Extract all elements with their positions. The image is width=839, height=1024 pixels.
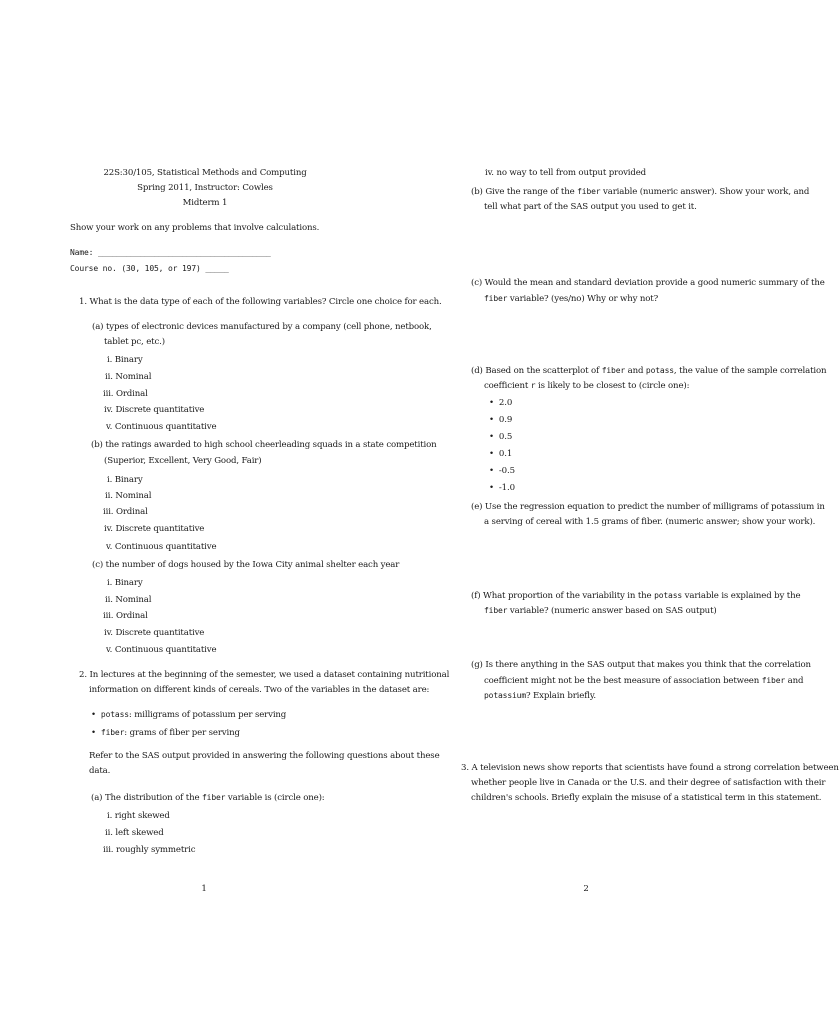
q2d-pre: (d) Based on the scatterplot of [471,366,602,376]
q1c-option-binary[interactable]: i. Binary [107,578,143,588]
q1c-option-continuous[interactable]: v. Continuous quantitative [106,645,217,655]
q2c-var: fiber [484,294,508,303]
q1c-option-nominal[interactable]: ii. Nominal [105,595,152,605]
q2b-post: variable (numeric answer). Show your work, and [600,187,810,197]
q2d-option-0.1[interactable]: • 0.1 [489,447,512,462]
q2f-pre: (f) What proportion of the variability in the [471,591,655,601]
q2d-option-neg0.5[interactable]: • -0.5 [489,464,515,479]
question-3-line3: children's schools. Briefly explain the misuse of a statistical term in this statement. [471,793,822,803]
q2d-l2-var: r [530,381,536,390]
q1b-option-continuous[interactable]: v. Continuous quantitative [106,542,217,552]
q2d-post: , the value of the sample correlation [673,366,827,376]
question-3-line1: 3. A television news show reports that scientists have found a strong correlation between [461,763,839,773]
q2d-option-0.9[interactable]: • 0.9 [489,413,512,428]
q2f-var: potass [654,591,683,600]
q2b-text-line1 [471,184,809,200]
q2g-text-line1: (g) Is there anything in the SAS output that makes you think that the correlation [471,660,811,670]
q2f-l2-var: fiber [484,606,508,615]
q2f-text-line1 [471,588,800,604]
question-2-stem-line2: information on different kinds of cereals. Two of the variables in the dataset are: [89,685,430,695]
q2d-option-2.0[interactable]: • 2.0 [489,396,512,411]
q1b-option-ordinal[interactable]: iii. Ordinal [103,507,148,517]
q1b-option-discrete[interactable]: iv. Discrete quantitative [104,524,205,534]
q1a-option-binary[interactable]: i. Binary [107,355,143,365]
q2d-option-0.5[interactable]: • 0.5 [489,430,512,445]
q1a-option-discrete[interactable]: iv. Discrete quantitative [104,405,205,415]
q1b-option-binary[interactable]: i. Binary [107,475,143,485]
page-2 [385,0,839,1024]
q2g-text-line2 [484,673,803,689]
q2d-var1: fiber [601,366,626,375]
course-number-field[interactable]: Course no. (30, 105, or 197) _____ [70,264,229,273]
q2a-text-pre: (a) The distribution of the [91,793,202,803]
q1b-option-nominal[interactable]: ii. Nominal [105,491,152,501]
q2c-post: variable? (yes/no) Why or why not? [507,294,659,304]
variable-fiber-name: fiber [100,728,125,737]
q1c-text-line1: (c) the number of dogs housed by the Iowa City animal shelter each year [92,560,400,570]
q2g-l3-post: ? Explain briefly. [526,691,596,701]
q2b-pre: (b) Give the range of the [471,187,578,197]
q2g-l3-var: potassium [484,691,526,700]
q2a-option-symmetric[interactable]: iii. roughly symmetric [103,845,196,855]
q1a-text-line1: (a) types of electronic devices manufactured by a company (cell phone, netbook, [92,322,432,332]
q2d-option-neg1.0[interactable]: • -1.0 [489,481,515,496]
q2a-option-no-way[interactable]: iv. no way to tell from output provided [485,168,647,178]
q2c-text-line1: (c) Would the mean and standard deviation provide a good numeric summary of the [471,278,825,288]
q2g-text-line3 [484,688,596,704]
q2d-l2-pre: coefficient [484,381,531,391]
q2b-var: fiber [577,187,601,196]
q2a-text-post: variable is (circle one): [225,793,325,803]
q1b-text-line1: (b) the ratings awarded to high school cheerleading squads in a state competition [91,440,437,450]
q2d-text-line1 [471,363,826,379]
refer-text-line2: data. [89,766,111,776]
q1a-option-ordinal[interactable]: iii. Ordinal [103,389,148,399]
course-title: 22S:30/105, Statistical Methods and Computing [103,168,307,178]
q2a-text [91,790,325,806]
q2d-text-line2 [484,378,689,394]
q1a-text-line2: tablet pc, etc.) [104,337,165,347]
exam-title: Midterm 1 [182,198,228,208]
q2e-text-line1: (e) Use the regression equation to predict the number of milligrams of potassium in [471,502,825,512]
q2e-text-line2: a serving of cereal with 1.5 grams of fiber. (numeric answer; show your work). [484,517,816,527]
question-3-line2: whether people live in Canada or the U.S. and their degree of satisfaction with their [471,778,826,788]
q1c-option-discrete[interactable]: iv. Discrete quantitative [104,628,205,638]
variable-potass-desc: : milligrams of potassium per serving [128,710,287,720]
variable-potass-name: potass [100,710,129,719]
refer-text-line1: Refer to the SAS output provided in answering the following questions about these [89,751,440,761]
name-field[interactable]: Name: _____________________________________ [70,248,271,257]
q2a-option-left-skewed[interactable]: ii. left skewed [105,828,164,838]
q2a-var: fiber [202,793,226,802]
q2a-option-right-skewed[interactable]: i. right skewed [107,811,170,821]
page-number: 1 [201,884,207,894]
page-number: 2 [583,884,589,894]
q2d-mid: and [625,366,646,376]
semester-instructor: Spring 2011, Instructor: Cowles [137,183,273,193]
variable-fiber-desc: : grams of fiber per serving [124,728,240,738]
q2g-l2-post: and [785,676,804,686]
q2g-l2-pre: coefficient might not be the best measure of association between [484,676,762,686]
q2g-l2-var: fiber [761,676,786,685]
q2d-l2-post: is likely to be closest to (circle one): [535,381,690,391]
q1b-text-line2: (Superior, Excellent, Very Good, Fair) [104,456,262,466]
q2f-l2-post: variable? (numeric answer based on SAS output) [507,606,717,616]
variable-potass-item [91,707,286,723]
instructions: Show your work on any problems that involve calculations. [70,223,320,233]
q1c-option-ordinal[interactable]: iii. Ordinal [103,611,148,621]
q1a-option-nominal[interactable]: ii. Nominal [105,372,152,382]
variable-fiber-item [91,725,240,741]
question-1-stem: 1. What is the data type of each of the following variables? Circle one choice for each. [79,297,442,307]
q1a-option-continuous[interactable]: v. Continuous quantitative [106,422,217,432]
question-2-stem-line1: 2. In lectures at the beginning of the semester, we used a dataset containing nutritional [79,670,450,680]
q2f-text-line2 [484,603,717,619]
q2c-text-line2 [484,291,658,307]
q2f-post: variable is explained by the [682,591,801,601]
q2b-text-line2: tell what part of the SAS output you used to get it. [484,202,697,212]
q2d-var2: potass [645,366,674,375]
